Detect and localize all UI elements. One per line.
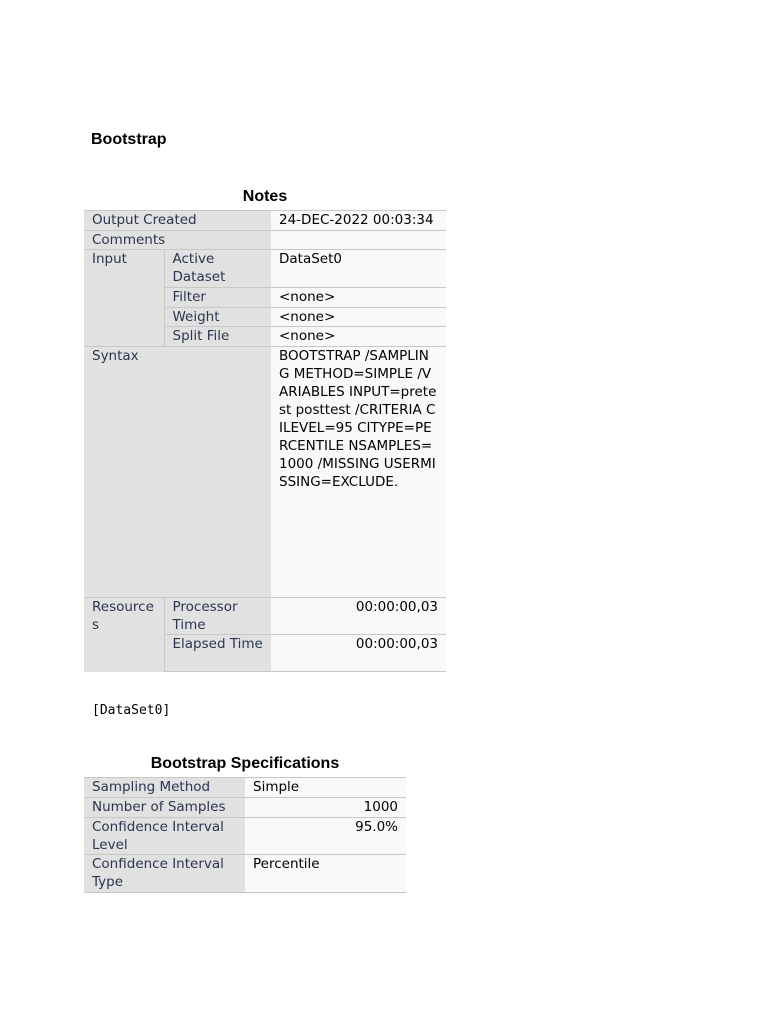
spec-label-sampling-method: Sampling Method (84, 778, 245, 798)
spec-value-number-of-samples: 1000 (245, 798, 406, 818)
table-row (84, 855, 406, 893)
row-label-resources: Resources (84, 598, 164, 672)
weight-value: <none> (271, 308, 446, 327)
row-label-comments: Comments (84, 231, 271, 250)
syntax-value: BOOTSTRAP /SAMPLING METHOD=SIMPLE /VARIABLES INPUT=pretest posttest /CRITERIA CILEVEL=95 CITYPE=PERCENTILE NSAMPLES=1000 /MISSING USERMISSING=EXCLUDE. (271, 347, 446, 598)
section-heading: Bootstrap (91, 131, 167, 148)
bootstrap-specifications-table (84, 777, 406, 893)
spec-value-ci-type: Percentile (245, 855, 406, 893)
active-dataset-value: DataSet0 (271, 250, 446, 288)
elapsed-time-value: 00:00:00,03 (271, 635, 446, 672)
spec-label-ci-level: Confidence Interval Level (84, 818, 245, 855)
table-row (84, 798, 406, 818)
table-row (84, 231, 446, 250)
row-label-active-dataset: Active Dataset (164, 250, 271, 288)
row-label-output-created: Output Created (84, 211, 271, 231)
processor-time-value: 00:00:00,03 (271, 598, 446, 635)
notes-table (84, 210, 446, 672)
table-row (84, 778, 406, 798)
table-row (84, 250, 446, 288)
comments-value (271, 231, 446, 250)
row-label-input: Input (84, 250, 164, 347)
spec-table-title: Bootstrap Specifications (150, 755, 340, 772)
split-file-value: <none> (271, 327, 446, 347)
row-label-syntax: Syntax (84, 347, 271, 598)
output-created-value: 24-DEC-2022 00:03:34 (271, 211, 446, 231)
dataset-tag: [DataSet0] (92, 703, 171, 718)
row-label-elapsed-time: Elapsed Time (164, 635, 271, 672)
table-row (84, 598, 446, 635)
notes-table-title: Notes (242, 188, 288, 205)
row-label-split-file: Split File (164, 327, 271, 347)
spec-label-number-of-samples: Number of Samples (84, 798, 245, 818)
table-row (84, 818, 406, 855)
spec-value-sampling-method: Simple (245, 778, 406, 798)
row-label-weight: Weight (164, 308, 271, 327)
row-label-filter: Filter (164, 288, 271, 308)
filter-value: <none> (271, 288, 446, 308)
spec-label-ci-type: Confidence Interval Type (84, 855, 245, 893)
row-label-processor-time: Processor Time (164, 598, 271, 635)
spec-value-ci-level: 95.0% (245, 818, 406, 855)
table-row (84, 211, 446, 231)
table-row (84, 347, 446, 598)
